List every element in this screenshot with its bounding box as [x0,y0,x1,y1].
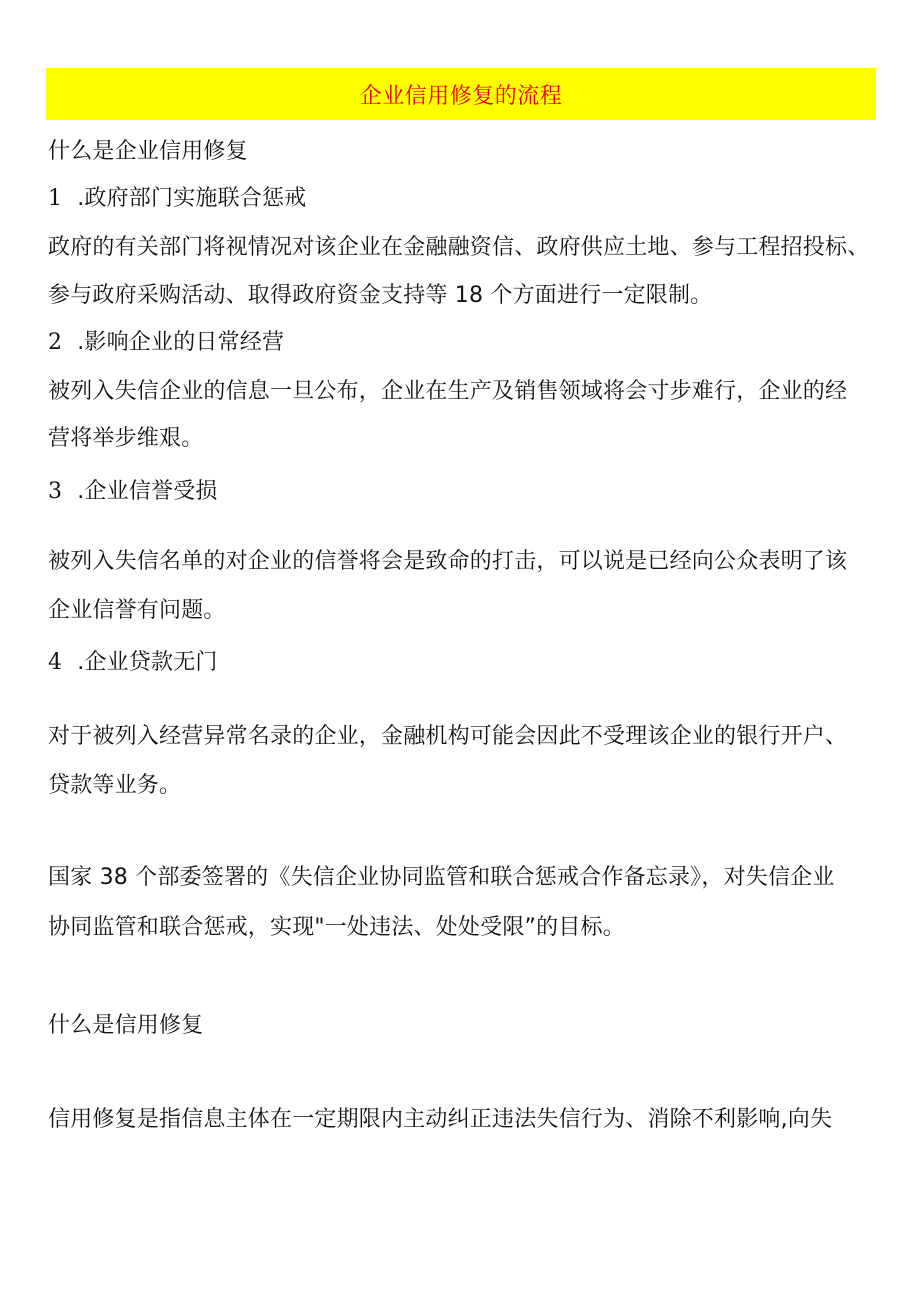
section-heading: 什么是信用修复 [48,1013,204,1038]
item-number: 2 [48,330,63,355]
document-title: 企业信用修复的流程 [359,83,563,109]
numbered-heading [48,328,284,358]
title-banner [46,68,876,120]
item-heading: .政府部门实施联合惩戒 [77,186,307,211]
item-number: 3 [48,479,63,504]
numbered-heading [48,184,306,214]
paragraph-line: 协同监管和联合惩戒，实现"一处违法、处处受限”的目标。 [48,915,625,940]
paragraph-line: 贷款等业务。 [48,773,182,798]
item-number: 4 [48,650,63,675]
paragraph-line: 企业信誉有问题。 [48,598,226,623]
numbered-heading [48,648,218,678]
section-heading: 什么是企业信用修复 [48,139,248,164]
item-heading: .企业贷款无门 [77,650,218,675]
paragraph-line: 被列入失信名单的对企业的信誉将会是致命的打击，可以说是已经向公众表明了该 [48,549,848,574]
numbered-heading [48,477,218,507]
paragraph-line: 信用修复是指信息主体在一定期限内主动纠正违法失信行为、消除不利影响,向失 [48,1107,833,1132]
paragraph-line: 政府的有关部门将视情况对该企业在金融融资信、政府供应土地、参与工程招投标、 [48,235,870,260]
paragraph-line: 对于被列入经营异常名录的企业，金融机构可能会因此不受理该企业的银行开户、 [48,724,848,749]
paragraph-line: 被列入失信企业的信息一旦公布，企业在生产及销售领域将会寸步难行，企业的经 [48,379,848,404]
item-number: 1 [48,186,63,211]
paragraph-line: 国家 38 个部委签署的《失信企业协同监管和联合惩戒合作备忘录》，对失信企业 [48,865,835,890]
item-heading: .企业信誉受损 [77,479,218,504]
item-heading: .影响企业的日常经营 [77,330,285,355]
paragraph-line: 参与政府采购活动、取得政府资金支持等 18 个方面进行一定限制。 [48,283,713,308]
paragraph-line: 营将举步维艰。 [48,426,204,451]
